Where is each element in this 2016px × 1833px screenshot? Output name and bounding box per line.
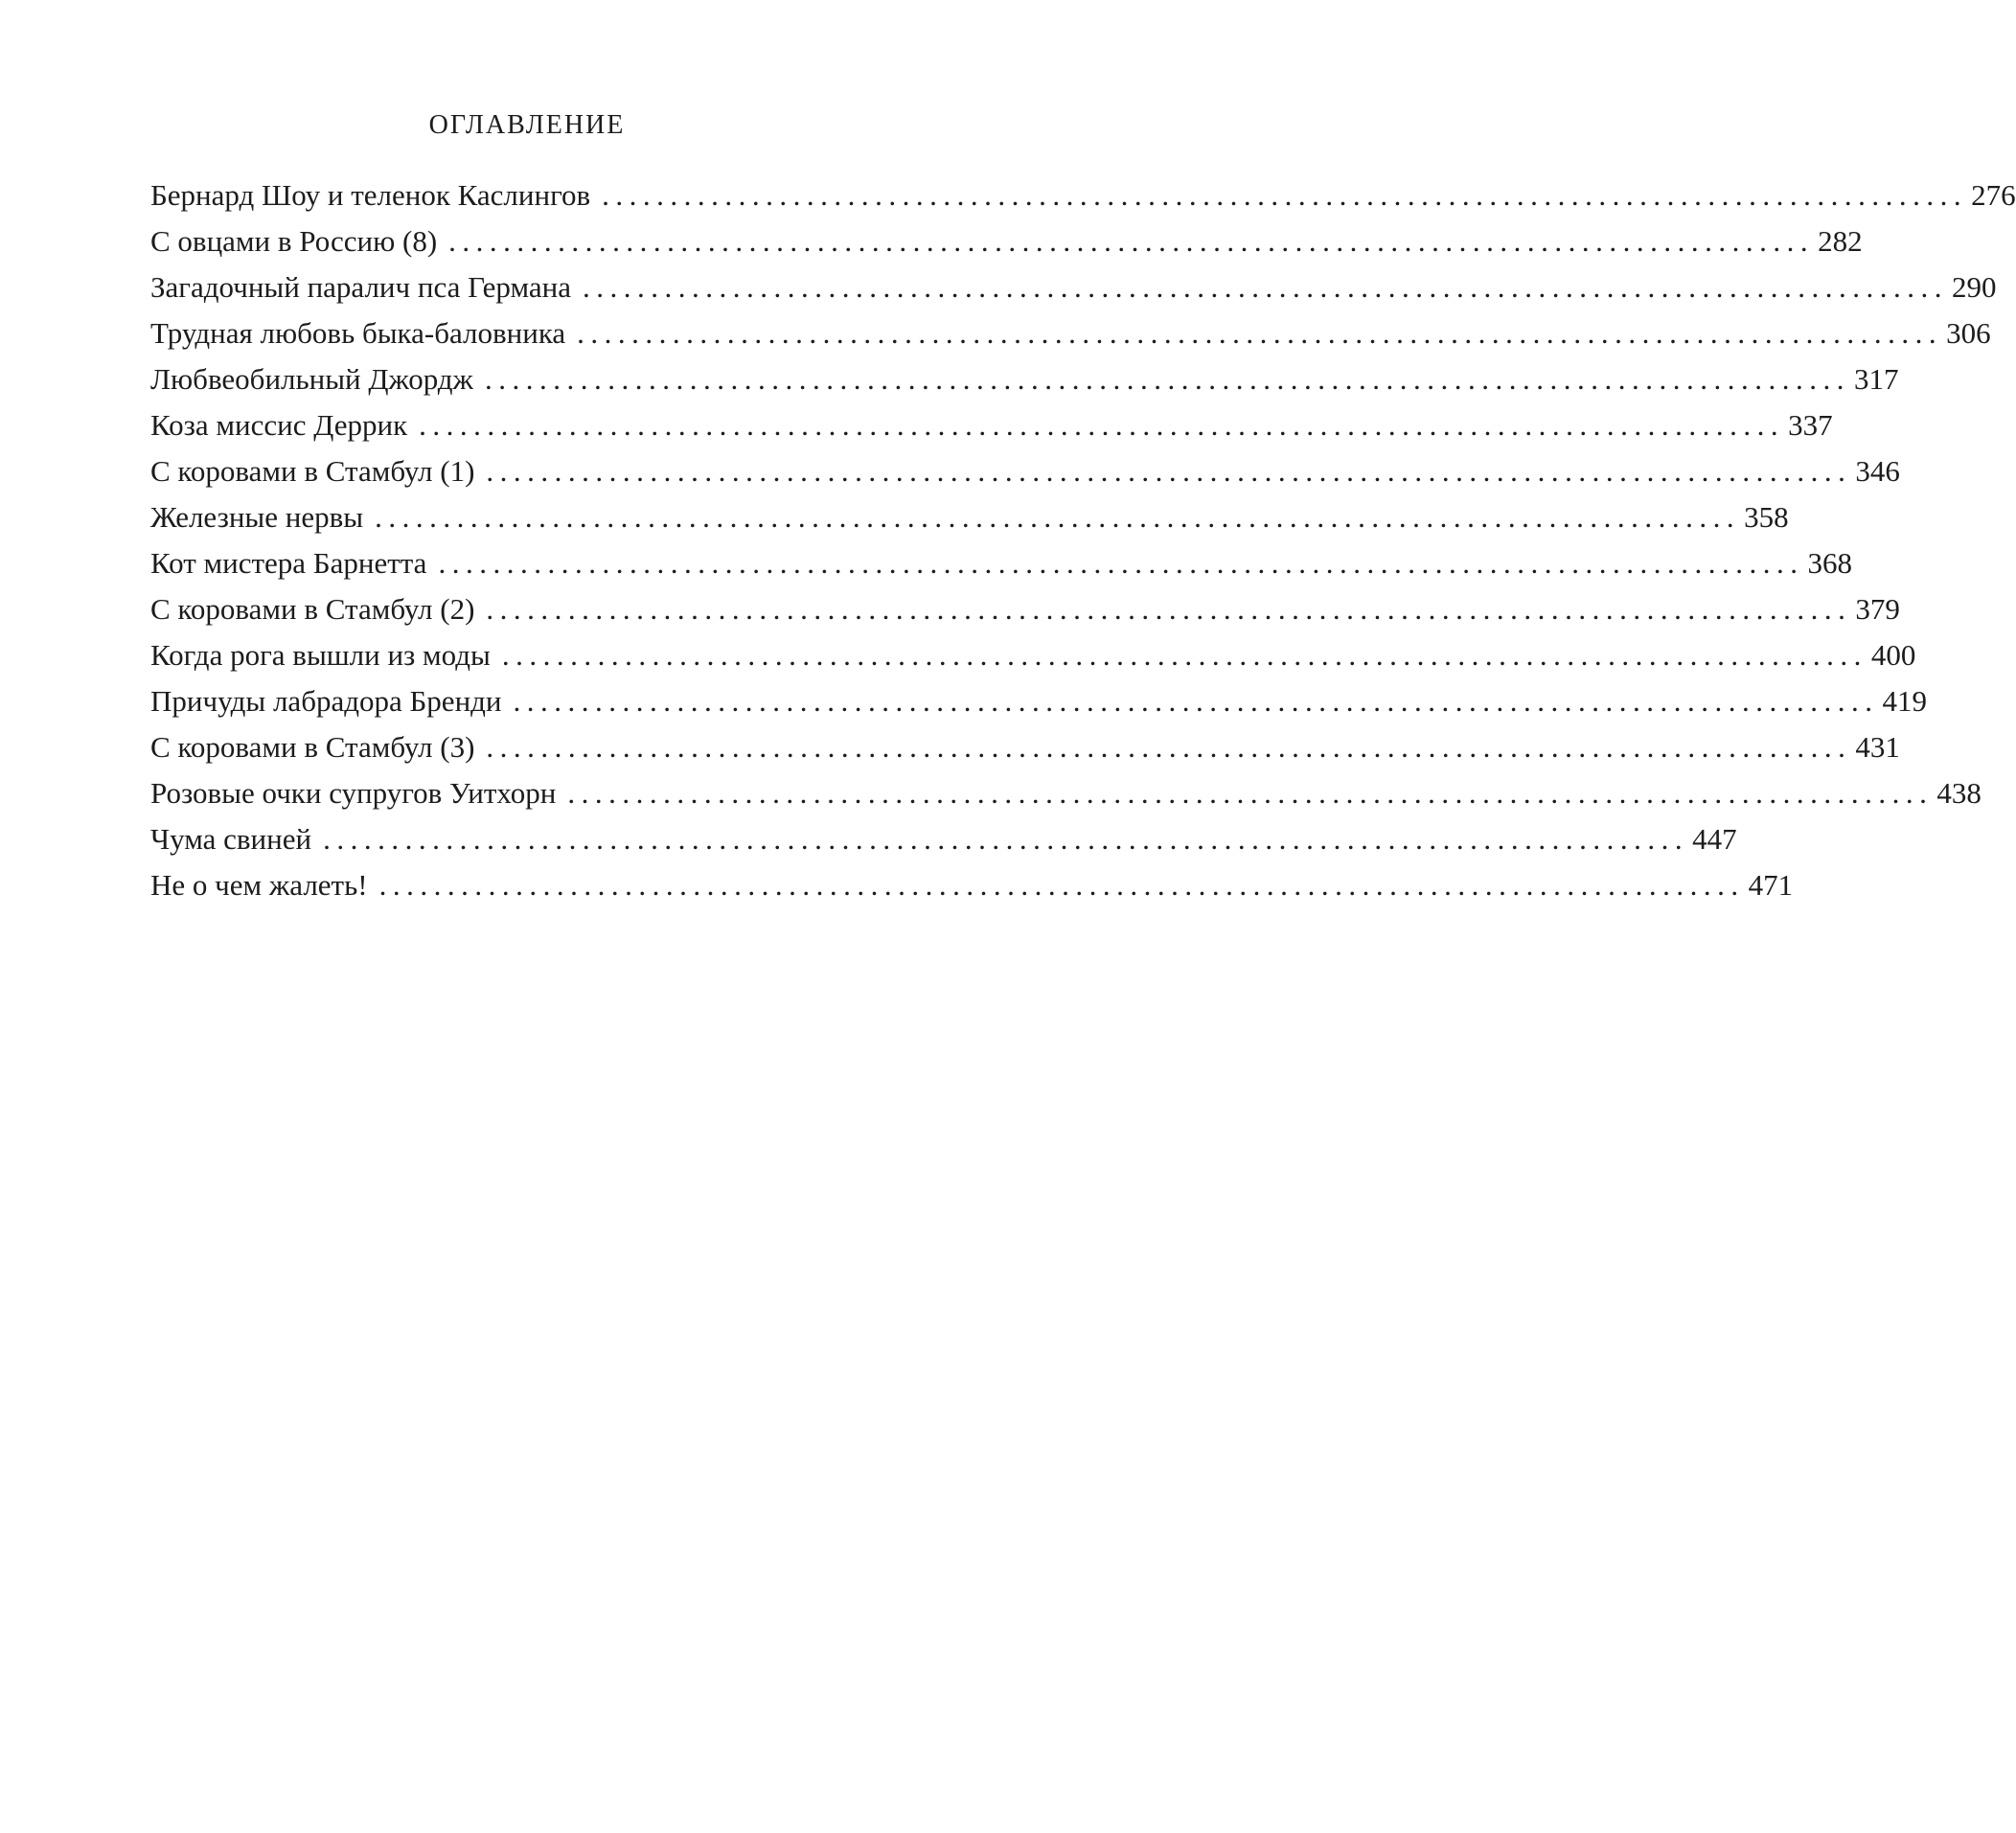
toc-leader-dots: ....................................................................................................	[323, 822, 1689, 856]
toc-entry-title: Загадочный паралич пса Германа	[150, 270, 571, 304]
toc-entry-page: 358	[1744, 500, 1789, 534]
toc-leader-dots: ....................................................................................................	[375, 500, 1741, 534]
toc-entry-page: 317	[1853, 362, 1899, 396]
toc-entry	[150, 264, 1997, 310]
toc-entry-page: 431	[1855, 730, 1900, 764]
toc-leader-dots: ....................................................................................................	[513, 684, 1879, 718]
toc-entry-title: Не о чем жалеть!	[150, 868, 368, 902]
toc-entry-page: 346	[1855, 454, 1900, 488]
toc-leader-dots: ....................................................................................................	[484, 362, 1850, 396]
toc-entry-page: 337	[1788, 408, 1833, 442]
toc-entry	[150, 724, 1900, 770]
toc-entry-title: С овцами в Россию (8)	[150, 224, 438, 258]
toc-leader-dots: ....................................................................................................	[438, 546, 1804, 580]
toc-entry-page: 290	[1951, 270, 1997, 304]
toc-entry-title: С коровами в Стамбул (2)	[150, 592, 475, 626]
toc-leader-dots: ....................................................................................................	[567, 776, 1934, 810]
toc-entry-title: Розовые очки супругов Уитхорн	[150, 776, 557, 810]
toc-entry-page: 282	[1818, 224, 1863, 258]
toc-leader-dots: ....................................................................................................	[486, 454, 1852, 488]
toc-entry-title: Коза миссис Деррик	[150, 408, 408, 442]
toc-entry-page: 419	[1882, 684, 1928, 718]
toc-entry-page: 400	[1870, 638, 1916, 672]
toc-entry-page: 276	[1971, 178, 2016, 212]
toc-entry	[150, 356, 1899, 402]
toc-leader-dots: ....................................................................................................	[486, 730, 1852, 764]
toc-entry	[150, 632, 1916, 678]
toc-list	[150, 172, 2016, 908]
toc-entry	[150, 402, 1833, 448]
toc-entry	[150, 678, 1928, 724]
toc-entry-page: 306	[1946, 316, 1991, 350]
toc-leader-dots: ....................................................................................................	[582, 270, 1948, 304]
toc-entry	[150, 494, 1789, 540]
toc-heading: ОГЛАВЛЕНИЕ	[428, 110, 626, 140]
toc-leader-dots: ....................................................................................................	[486, 592, 1852, 626]
toc-entry	[150, 310, 1991, 356]
toc-entry	[150, 816, 1737, 862]
toc-entry-title: С коровами в Стамбул (1)	[150, 454, 475, 488]
toc-entry	[150, 862, 1794, 908]
toc-entry-title: Причуды лабрадора Бренди	[150, 684, 502, 718]
toc-entry	[150, 540, 1852, 586]
toc-entry-title: Трудная любовь быка-баловника	[150, 316, 566, 350]
toc-leader-dots: ....................................................................................................	[577, 316, 1943, 350]
toc-leader-dots: ....................................................................................................	[602, 178, 1968, 212]
toc-leader-dots: ....................................................................................................	[501, 638, 1867, 672]
toc-leader-dots: ....................................................................................................	[419, 408, 1785, 442]
toc-entry	[150, 586, 1900, 632]
toc-entry-page: 447	[1692, 822, 1737, 856]
toc-entry-title: Железные нервы	[150, 500, 364, 534]
toc-entry-title: Бернард Шоу и теленок Каслингов	[150, 178, 591, 212]
toc-entry-title: Любвеобильный Джордж	[150, 362, 473, 396]
toc-entry-title: Когда рога вышли из моды	[150, 638, 491, 672]
toc-entry-title: Чума свиней	[150, 822, 312, 856]
toc-entry-title: С коровами в Стамбул (3)	[150, 730, 475, 764]
toc-entry	[150, 448, 1900, 494]
toc-leader-dots: ....................................................................................................	[378, 868, 1745, 902]
toc-entry	[150, 172, 2016, 218]
toc-entry-page: 438	[1936, 776, 1982, 810]
toc-entry-title: Кот мистера Барнетта	[150, 546, 427, 580]
toc-entry	[150, 770, 1982, 816]
toc-entry-page: 379	[1855, 592, 1900, 626]
toc-entry-page: 471	[1748, 868, 1794, 902]
toc-entry	[150, 218, 1863, 264]
toc-leader-dots: ....................................................................................................	[448, 224, 1815, 258]
toc-entry-page: 368	[1807, 546, 1852, 580]
